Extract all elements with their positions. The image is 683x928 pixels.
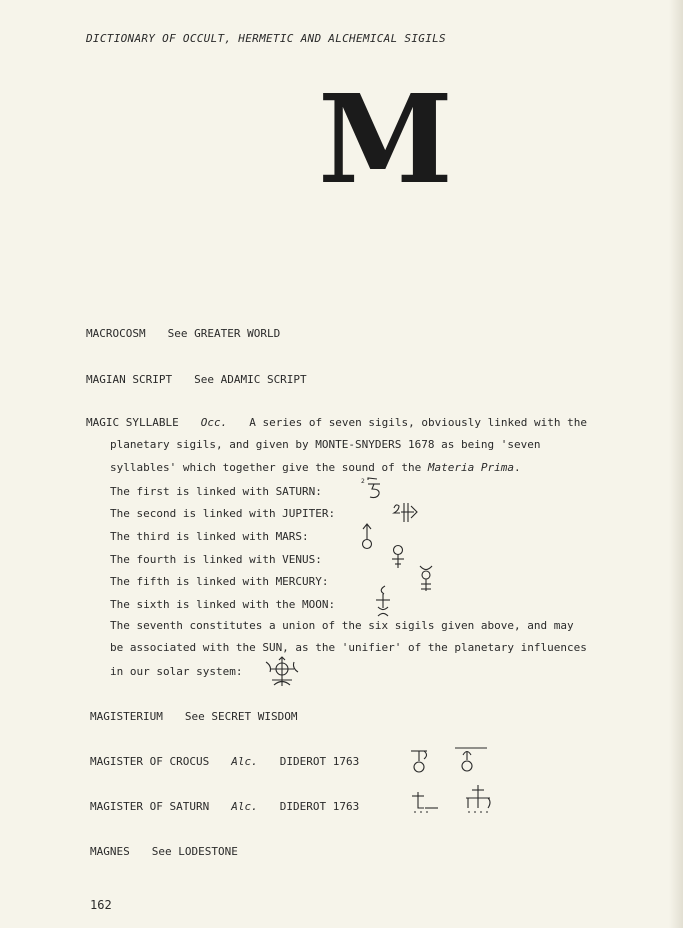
entry-magian-script [86, 373, 307, 386]
entry-text-line: syllables' which together give the sound of the Materia Prima. [110, 461, 521, 474]
section-letter: M [318, 67, 454, 211]
svg-text:2: 2 [361, 478, 365, 485]
syllable-venus-line: The fourth is linked with VENUS: [110, 553, 322, 566]
entry-magisterium [90, 710, 297, 723]
magister-of-crocus-sigil-1-icon [408, 748, 430, 774]
entry-cross-reference: See GREATER WORLD [167, 327, 281, 340]
syllable-jupiter-line: The second is linked with JUPITER: [110, 507, 336, 520]
entry-magic-syllable [86, 416, 587, 429]
magister-of-saturn-sigil-1-icon [410, 790, 440, 814]
entry-text-line: in our solar system: [110, 665, 243, 678]
entry-source: DIDEROT 1763 [279, 755, 360, 768]
materia-prima-term: Materia Prima [427, 461, 514, 474]
entry-source: DIDEROT 1763 [279, 800, 360, 813]
syllable-saturn-line: The first is linked with SATURN: [110, 485, 322, 498]
page-edge-shadow [669, 0, 683, 928]
syllable-moon-line: The sixth is linked with the MOON: [110, 598, 336, 611]
mercury-syllable-sigil-icon [417, 563, 435, 593]
entry-text-line: The seventh constitutes a union of the six sigils given above, and may [110, 619, 574, 632]
moon-syllable-sigil-icon [372, 584, 394, 618]
sun-union-sigil-icon [264, 656, 300, 688]
entry-term: MAGNES [90, 845, 130, 858]
syllable-mercury-line: The fifth is linked with MERCURY: [110, 575, 329, 588]
magister-of-crocus-sigil-2-icon [454, 744, 488, 774]
entry-domain-tag: Alc. [231, 755, 258, 768]
entry-cross-reference: See LODESTONE [151, 845, 238, 858]
entry-text-line: be associated with the SUN, as the 'unifier' of the planetary influences [110, 641, 587, 654]
entry-domain-tag: Occ. [200, 416, 228, 429]
entry-term: MAGISTER OF SATURN [90, 800, 210, 813]
entry-macrocosm [86, 327, 280, 340]
page-number: 162 [90, 898, 112, 912]
running-title: DICTIONARY OF OCCULT, HERMETIC AND ALCHEMICAL SIGILS [86, 32, 446, 45]
magister-of-saturn-sigil-2-icon [462, 784, 494, 816]
entry-magister-of-crocus [90, 755, 359, 768]
entry-magnes [90, 845, 238, 858]
entry-term: MAGISTER OF CROCUS [90, 755, 210, 768]
entry-term: MAGIC SYLLABLE [86, 416, 179, 429]
saturn-syllable-sigil-icon [360, 476, 386, 500]
entry-cross-reference: See SECRET WISDOM [184, 710, 298, 723]
entry-text-line: planetary sigils, and given by MONTE-SNYDERS 1678 as being 'seven [110, 438, 541, 451]
entry-magister-of-saturn [90, 800, 359, 813]
entry-term: MAGIAN SCRIPT [86, 373, 173, 386]
entry-term: MAGISTERIUM [90, 710, 163, 723]
venus-syllable-sigil-icon [389, 544, 407, 570]
entry-text-line: A series of seven sigils, obviously linked with the [249, 416, 587, 429]
mars-syllable-sigil-icon [358, 522, 376, 550]
jupiter-syllable-sigil-icon [392, 500, 420, 524]
syllable-mars-line: The third is linked with MARS: [110, 530, 309, 543]
entry-domain-tag: Alc. [231, 800, 258, 813]
entry-cross-reference: See ADAMIC SCRIPT [194, 373, 307, 386]
entry-term: MACROCOSM [86, 327, 146, 340]
